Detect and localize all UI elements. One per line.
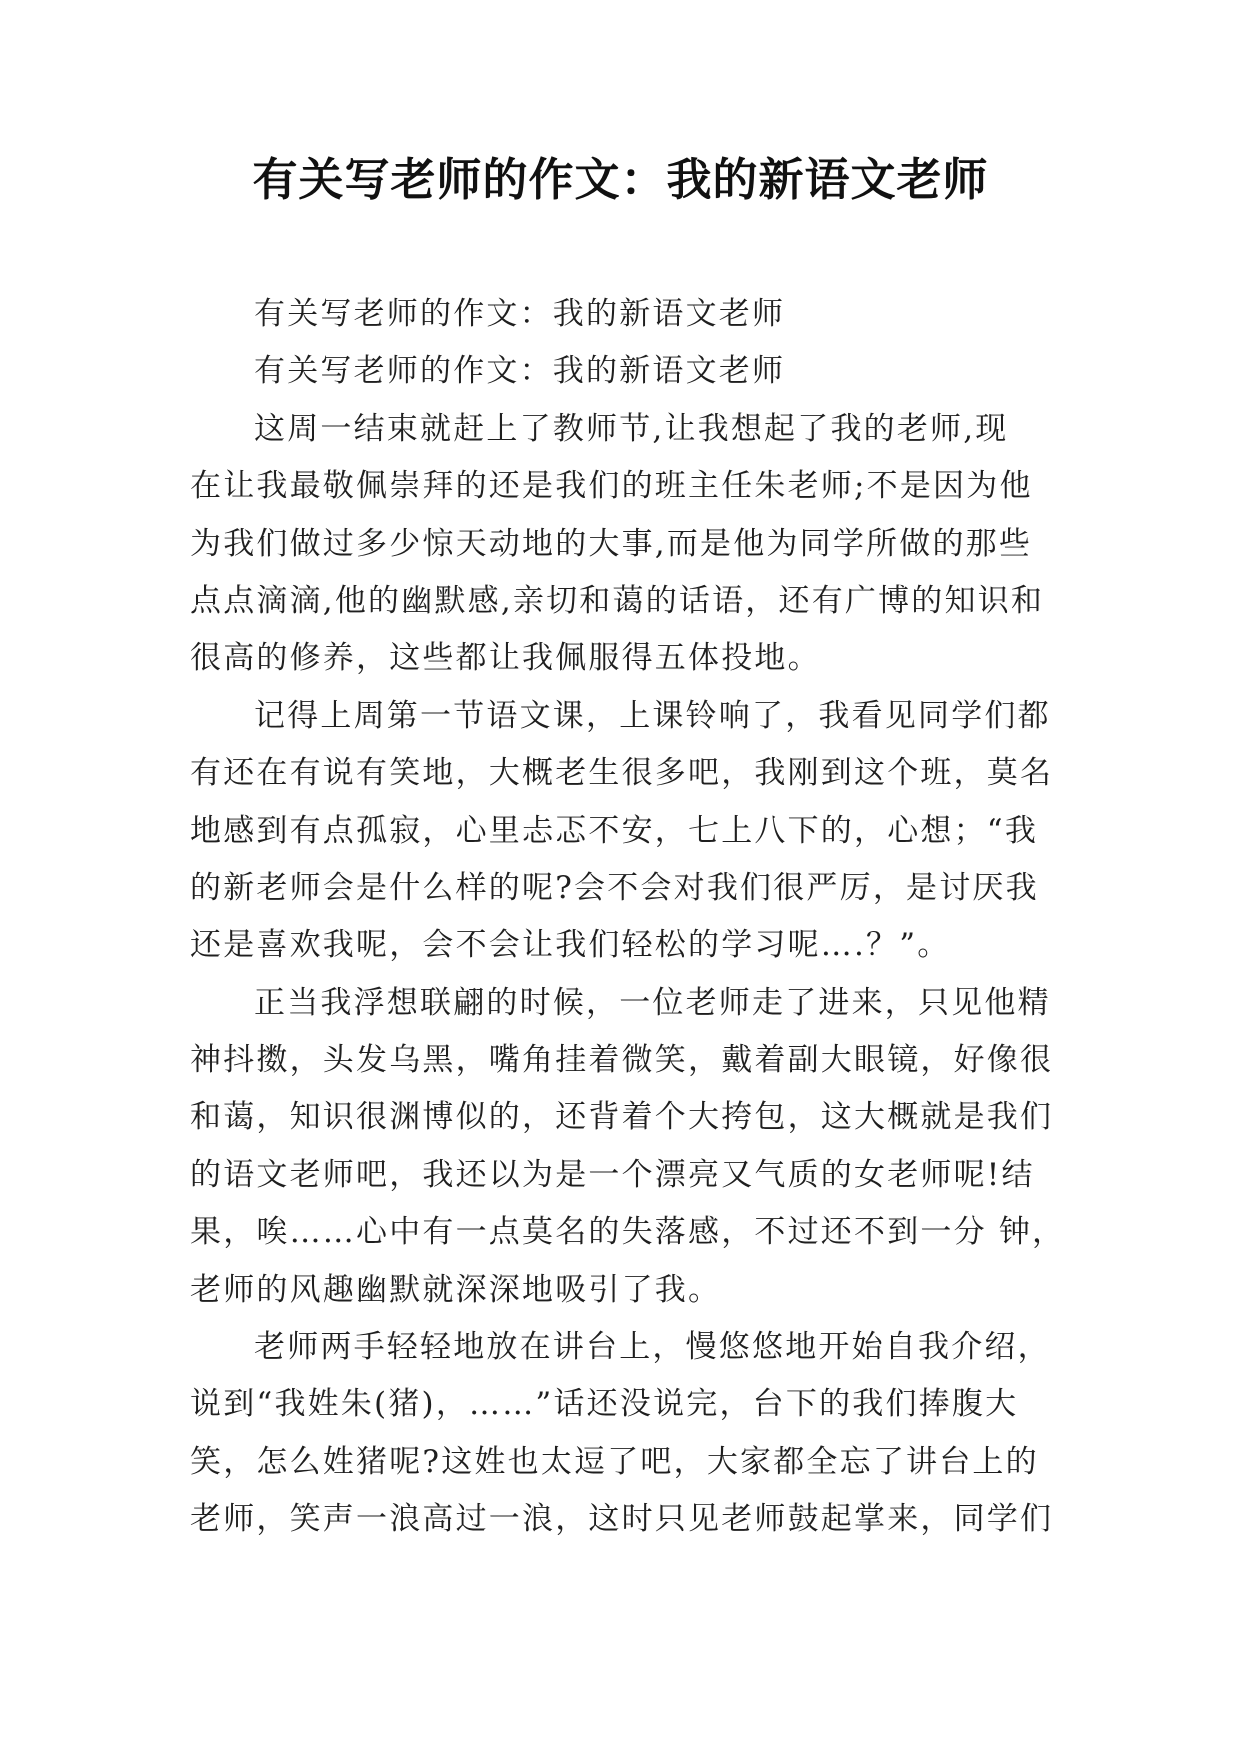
text-line: 老师的风趣幽默就深深地吸引了我。 [190,1271,722,1308]
text-line: 还是喜欢我呢，会不会让我们轻松的学习呢….？”。 [190,927,951,964]
document-body [190,286,1070,1549]
text-line: 很高的修养，这些都让我佩服得五体投地。 [190,640,821,677]
text-line: 果，唉……心中有一点莫名的失落感，不过还不到一分 钟， [190,1214,1066,1251]
text-line: 的语文老师吧，我还以为是一个漂亮又气质的女老师呢!结 [190,1156,1035,1193]
text-line: 记得上周第一节语文课，上课铃响了，我看见同学们都 [254,697,1051,734]
text-line: 笑，怎么姓猪呢?这姓也太逗了吧，大家都全忘了讲台上的 [190,1443,1039,1480]
text-line: 老师两手轻轻地放在讲台上，慢悠悠地开始自我介绍， [254,1329,1051,1366]
text-line: 神抖擞，头发乌黑，嘴角挂着微笑，戴着副大眼镜，好像很 [190,1042,1054,1079]
text-line: 和蔼，知识很渊博似的，还背着个大挎包，这大概就是我们 [190,1099,1054,1136]
text-line: 在让我最敬佩崇拜的还是我们的班主任朱老师;不是因为他 [190,468,1033,505]
text-line: 有关写老师的作文：我的新语文老师 [254,353,786,390]
text-line: 点点滴滴,他的幽默感,亲切和蔼的话语，还有广博的知识和 [190,582,1045,619]
text-line: 正当我浮想联翩的时候，一位老师走了进来，只见他精 [254,984,1051,1021]
text-line: 有关写老师的作文：我的新语文老师 [254,296,786,332]
text-line: 的新老师会是什么样的呢?会不会对我们很严厉，是讨厌我 [190,869,1039,906]
text-line: 地感到有点孤寂，心里忐忑不安，七上八下的，心想；“我 [190,812,1039,849]
document-title: 有关写老师的作文：我的新语文老师 [252,153,989,206]
text-line: 有还在有说有笑地，大概老生很多吧，我刚到这个班，莫名 [190,755,1054,792]
text-line: 这周一结束就赶上了教师节,让我想起了我的老师,现 [254,410,1009,447]
text-line: 说到“我姓朱(猪)，……”话还没说完，台下的我们捧腹大 [190,1386,1019,1423]
text-line: 为我们做过多少惊天动地的大事,而是他为同学所做的那些 [190,525,1033,562]
text-line: 老师，笑声一浪高过一浪，这时只见老师鼓起掌来，同学们 [190,1501,1054,1538]
